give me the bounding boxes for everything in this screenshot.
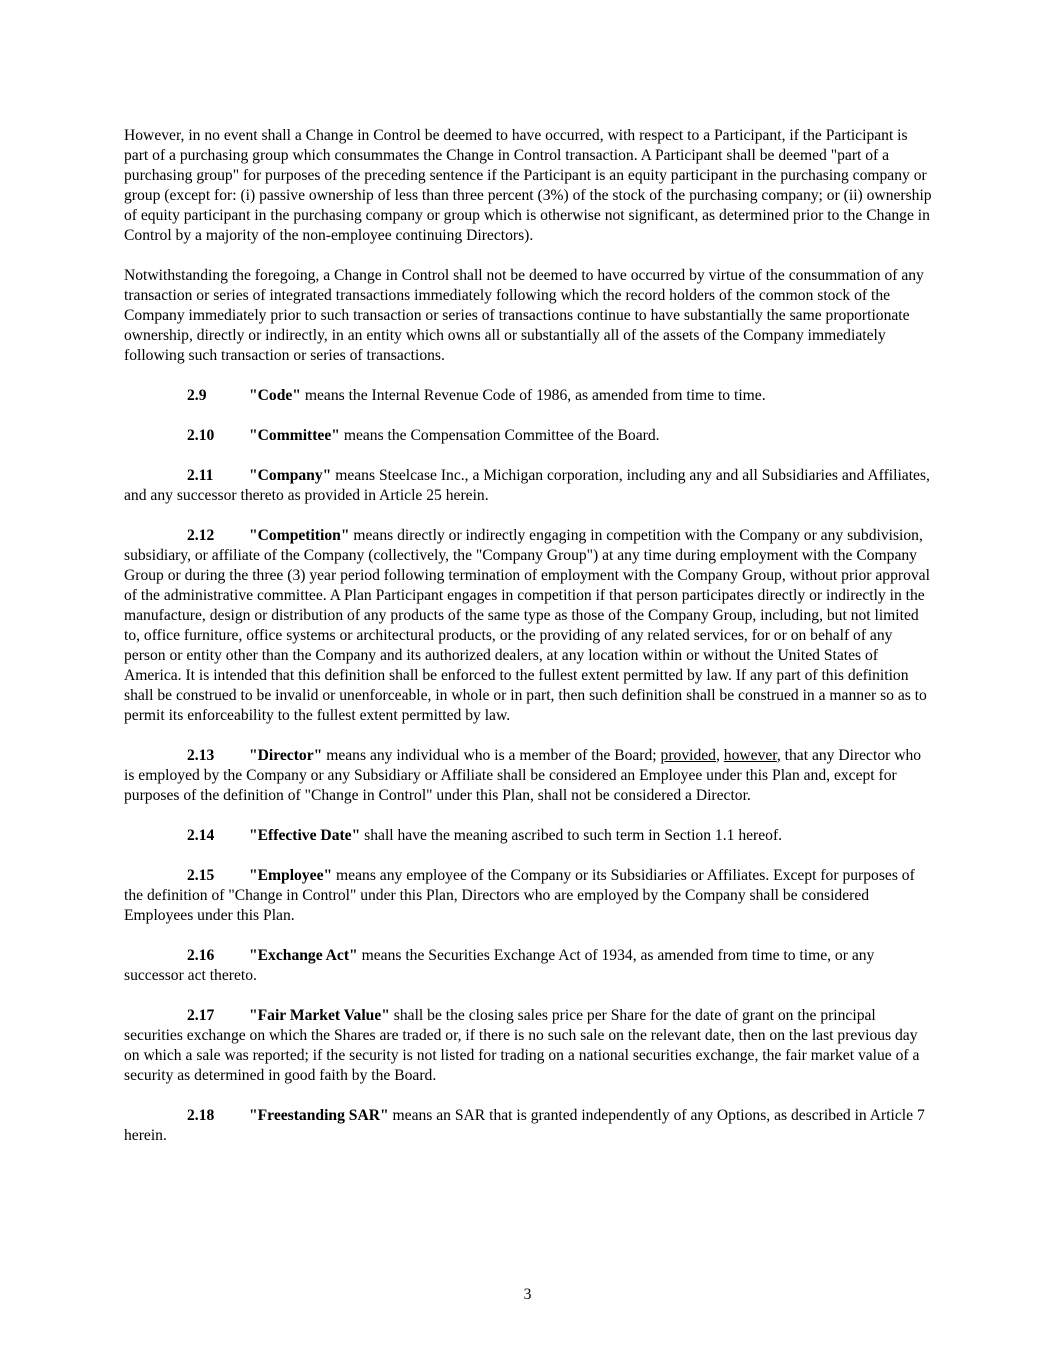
definition-text: means the Securities Exchange Act of 1934, as amended from time to time, or any successor act thereto.: [124, 947, 875, 984]
paragraph-notwithstanding: Notwithstanding the foregoing, a Change in Control shall not be deemed to have occurred by virtue of the consummation of any transaction or series of integrated transactions immediately following which the record holders of the common stock of the Company immediately prior to such transaction or series of transactions continue to have substantially the same proportionate ownership, directly or indirectly, in an entity which owns all or substantially all of the assets of the Company immediately following such transaction or series of transactions.: [124, 267, 924, 364]
defined-term: "Committee": [249, 427, 340, 444]
defined-term: "Director": [249, 747, 323, 764]
definition-fair-market-value: [124, 1006, 932, 1086]
definition-freestanding-sar: [124, 1106, 932, 1146]
definition-text: means any employee of the Company or its Subsidiaries or Affiliates. Except for purposes of the definition of "Change in Control" under this Plan, Directors who are employed by the Company shall be considered Employees under this Plan.: [124, 867, 915, 924]
definition-committee: [124, 426, 932, 446]
defined-term: "Code": [249, 387, 301, 404]
definition-text: shall be the closing sales price per Share for the date of grant on the principal securities exchange on which the Shares are traded or, if there is no such sale on the relevant date, then on the last previous day on which a sale was reported; if the security is not listed for trading on a national securities exchange, the fair market value of a security as determined in good faith by the Board.: [124, 1007, 920, 1084]
section-number: 2.12: [187, 527, 215, 544]
definition-text: means directly or indirectly engaging in competition with the Company or any subdivision, subsidiary, or affiliate of the Company (collectively, the "Company Group") at any time during employment with the Company Group or during the three (3) year period following termination of employment with the Company Group, without prior approval of the administrative committee. A Plan Participant engages in competition if that person participates directly or indirectly in the manufacture, design or distribution of any products of the same type as those of the Company Group, including, but not limited to, office furniture, office systems or architectural products, or the providing of any related services, for or on behalf of any person or entity other than the Company and its authorized dealers, at any location within or without the United States of America. It is intended that this definition shall be enforced to the fullest extent permitted by law. If any part of this definition shall be construed to be invalid or unenforceable, in whole or in part, then such definition shall be construed in a manner so as to permit its enforceability to the fullest extent permitted by law.: [124, 527, 930, 724]
paragraph-change-in-control-exception: However, in no event shall a Change in Control be deemed to have occurred, with respect to a Participant, if the Participant is part of a purchasing group which consummates the Change in Control transaction. A Participant shall be deemed "part of a purchasing group" for purposes of the preceding sentence if the Participant is an equity participant in the purchasing company or group (except for: (i) passive ownership of less than three percent (3%) of the stock of the purchasing company; or (ii) ownership of equity participant in the purchasing company or group which is otherwise not significant, as determined prior to the Change in Control by a majority of the non-employee continuing Directors).: [124, 127, 932, 244]
section-number: 2.16: [187, 947, 215, 964]
definition-competition: [124, 526, 932, 726]
section-number: 2.18: [187, 1107, 215, 1124]
section-number: 2.15: [187, 867, 215, 884]
definition-director: [124, 746, 932, 806]
section-number: 2.9: [187, 387, 207, 404]
document-page: [124, 126, 932, 1166]
definition-text: means Steelcase Inc., a Michigan corporation, including any and all Subsidiaries and Affiliates, and any successor thereto as provided in Article 25 herein.: [124, 467, 930, 504]
page-number: 3: [523, 1286, 532, 1303]
section-number: 2.11: [187, 467, 214, 484]
definition-text: means the Internal Revenue Code of 1986, as amended from time to time.: [300, 387, 766, 404]
definition-text-continued: , that any Director who is employed by the Company or any Subsidiary or Affiliate shall be considered an Employee under this Plan and, except for purposes of the definition of "Change in Control" under this Plan, shall not be considered a Director.: [124, 747, 922, 804]
section-number: 2.10: [187, 427, 215, 444]
defined-term: "Freestanding SAR": [249, 1107, 389, 1124]
definition-exchange-act: [124, 946, 932, 986]
section-number: 2.14: [187, 827, 215, 844]
definition-text: means any individual who is a member of the Board;: [322, 747, 661, 764]
defined-term: "Company": [249, 467, 332, 484]
defined-term: "Competition": [249, 527, 350, 544]
defined-term: "Fair Market Value": [249, 1007, 390, 1024]
section-number: 2.13: [187, 747, 215, 764]
definition-company: [124, 466, 932, 506]
definition-code: [124, 386, 932, 406]
definition-text: means an SAR that is granted independently of any Options, as described in Article 7 herein.: [124, 1107, 925, 1144]
defined-term: "Employee": [249, 867, 333, 884]
defined-term: "Effective Date": [249, 827, 361, 844]
definition-effective-date: [124, 826, 932, 846]
underlined-however: however: [723, 747, 777, 764]
underlined-provided: provided: [660, 747, 716, 764]
definition-text: shall have the meaning ascribed to such term in Section 1.1 hereof.: [360, 827, 783, 844]
definition-text: means the Compensation Committee of the Board.: [339, 427, 660, 444]
defined-term: "Exchange Act": [249, 947, 358, 964]
definition-employee: [124, 866, 932, 926]
section-number: 2.17: [187, 1007, 215, 1024]
comma-separator: ,: [715, 747, 724, 764]
